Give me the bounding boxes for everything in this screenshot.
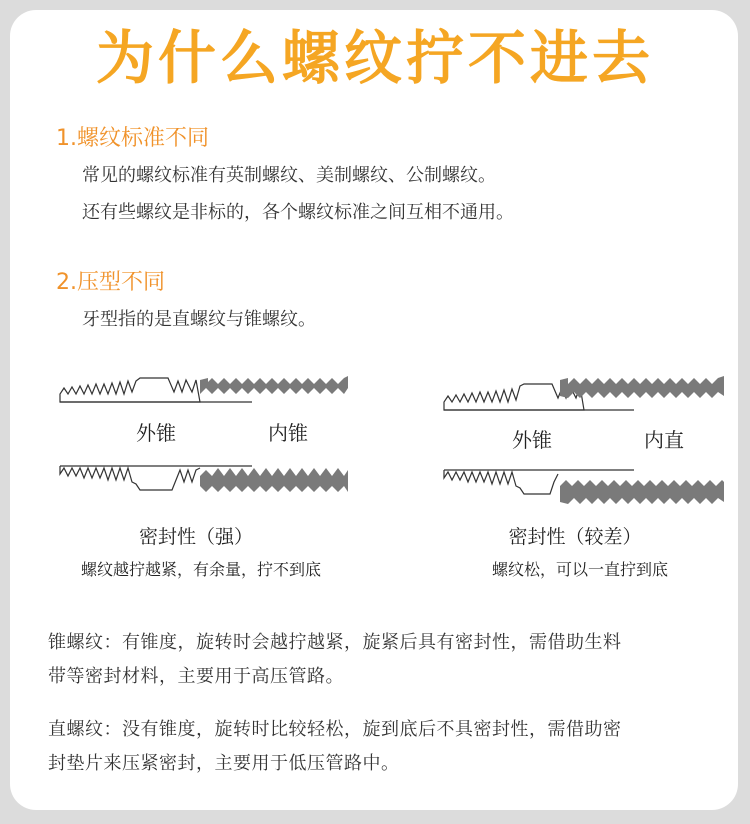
section1-heading: 1.螺纹标准不同 [56, 126, 209, 151]
taper-desc-line1: 锥螺纹：有锥度，旋转时会越拧越紧，旋紧后具有密封性，需借助生料 [48, 632, 622, 653]
right-seal-note: 螺纹松，可以一直拧到底 [491, 560, 668, 579]
section1-line2: 还有些螺纹是非标的，各个螺纹标准之间互相不通用。 [82, 202, 514, 223]
left-seal-note: 螺纹越拧越紧，有余量，拧不到底 [80, 560, 321, 579]
page-title: 为什么螺纹拧不进去 [95, 24, 654, 92]
inner-taper-thread-top [200, 376, 348, 394]
taper-desc-line2: 带等密封材料，主要用于高压管路。 [48, 666, 344, 687]
straight-thread-description [48, 713, 728, 781]
inner-straight-thread-top [560, 376, 724, 398]
left-label-outer: 外锥 [136, 421, 176, 445]
taper-thread-description [48, 626, 728, 694]
straight-desc-line2: 封垫片来压紧密封，主要用于低压管路中。 [48, 753, 400, 774]
right-label-inner: 内直 [644, 428, 684, 452]
inner-taper-thread-bottom [200, 468, 348, 492]
right-seal-label: 密封性（较差） [508, 526, 642, 548]
right-label-outer: 外锥 [512, 428, 552, 452]
section2-line1: 牙型指的是直螺纹与锥螺纹。 [82, 309, 316, 330]
section1-line1: 常见的螺纹标准有英制螺纹、美制螺纹、公制螺纹。 [82, 165, 496, 186]
left-seal-label: 密封性（强） [138, 526, 253, 548]
straight-desc-line1: 直螺纹：没有锥度，旋转时比较轻松，旋到底后不具密封性，需借助密 [48, 719, 622, 740]
straight-thread-diagram [440, 374, 730, 514]
section2-heading: 2.压型不同 [56, 270, 165, 295]
taper-thread-diagram [56, 372, 356, 502]
left-label-inner: 内锥 [268, 421, 308, 445]
inner-straight-thread-bottom [560, 480, 724, 504]
